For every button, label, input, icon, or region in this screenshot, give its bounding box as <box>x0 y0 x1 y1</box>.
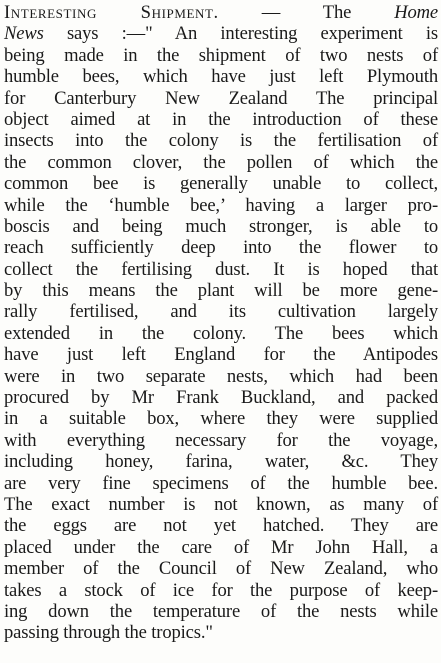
article-line: extended in the colony. The bees which <box>4 322 438 344</box>
article-line: procured by Mr Frank Buckland, and packed <box>4 387 438 409</box>
article-line: the common clover, the pollen of which the <box>4 151 438 173</box>
article-line: boscis and being much stronger, is able to <box>4 215 438 237</box>
article-line: including honey, farina, water, &c. They <box>4 451 438 473</box>
article-line: for Canterbury New Zealand The principal <box>4 87 438 109</box>
article-line: the eggs are not yet hatched. They are <box>4 515 438 537</box>
article-line: being made in the shipment of two nests of <box>4 44 438 66</box>
article-line: reach sufficiently deep into the flower to <box>4 237 438 259</box>
article-opening-text: says :—" An interesting experiment is <box>43 23 438 45</box>
article-line: ing down the temperature of the nests while <box>4 600 438 622</box>
article-headline: Interesting Shipment. <box>4 2 219 23</box>
article-line: have just left England for the Antipodes <box>4 344 438 366</box>
article-line: member of the Council of New Zealand, who <box>4 558 438 580</box>
article-first-line <box>4 2 438 23</box>
article-line: while the ‘humble bee,’ having a larger pro- <box>4 194 438 216</box>
article-line: takes a stock of ice for the purpose of keep- <box>4 579 438 601</box>
article-line: rally fertilised, and its cultivation largely <box>4 301 438 323</box>
article-line: are very fine specimens of the humble bee. <box>4 472 438 494</box>
article-final-line: passing through the tropics." <box>4 622 213 644</box>
article-second-line <box>4 23 438 44</box>
article-line: object aimed at in the introduction of these <box>4 108 438 130</box>
source-name-part-2: News <box>4 23 44 45</box>
article-line: placed under the care of Mr John Hall, a <box>4 536 438 558</box>
article-line: common bee is generally unable to collect, <box>4 173 438 195</box>
article-line: by this means the plant will be more gene- <box>4 280 438 302</box>
article-line: insects into the colony is the fertilisation of <box>4 130 438 152</box>
article-line: The exact number is not known, as many of <box>4 493 438 515</box>
article-line: with everything necessary for the voyage, <box>4 429 438 451</box>
article-line: in a suitable box, where they were supplied <box>4 408 438 430</box>
article-body <box>4 2 438 644</box>
article-line: humble bees, which have just left Plymouth <box>4 66 438 88</box>
article-line: collect the fertilising dust. It is hoped that <box>4 258 438 280</box>
headline-dash: — The <box>218 2 395 23</box>
source-name-part-1: Home <box>394 2 438 23</box>
article-line: were in two separate nests, which had been <box>4 365 438 387</box>
